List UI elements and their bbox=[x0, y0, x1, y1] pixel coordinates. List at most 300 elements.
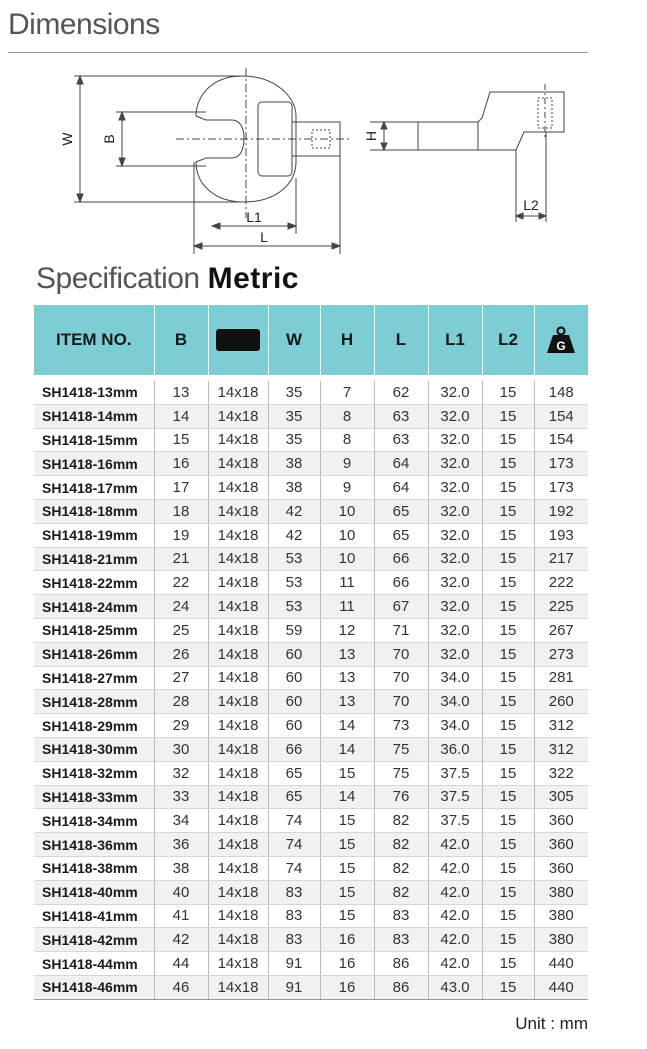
cell-l1: 32.0 bbox=[428, 618, 482, 642]
cell-h: 11 bbox=[320, 595, 374, 619]
cell-l2: 15 bbox=[482, 737, 534, 761]
cell-g: 148 bbox=[534, 378, 588, 404]
table-row bbox=[34, 737, 588, 761]
cell-h: 14 bbox=[320, 714, 374, 738]
table-row bbox=[34, 452, 588, 476]
weight-icon-letter: G bbox=[556, 339, 566, 353]
cell-item: SH1418-40mm bbox=[34, 880, 154, 904]
dimensions-title: Dimensions bbox=[8, 8, 160, 41]
cell-h: 14 bbox=[320, 737, 374, 761]
cell-g: 380 bbox=[534, 928, 588, 952]
cell-item: SH1418-21mm bbox=[34, 547, 154, 571]
cell-l2: 15 bbox=[482, 714, 534, 738]
cell-l2: 15 bbox=[482, 952, 534, 976]
cell-sq: 14x18 bbox=[208, 761, 268, 785]
cell-l1: 43.0 bbox=[428, 975, 482, 999]
cell-h: 16 bbox=[320, 928, 374, 952]
cell-b: 41 bbox=[154, 904, 208, 928]
cell-l2: 15 bbox=[482, 856, 534, 880]
specification-title bbox=[36, 262, 299, 296]
cell-sq: 14x18 bbox=[208, 499, 268, 523]
cell-b: 18 bbox=[154, 499, 208, 523]
cell-h: 16 bbox=[320, 975, 374, 999]
header-square-drive bbox=[208, 305, 268, 378]
cell-g: 281 bbox=[534, 666, 588, 690]
cell-l2: 15 bbox=[482, 690, 534, 714]
cell-item: SH1418-44mm bbox=[34, 952, 154, 976]
cell-h: 13 bbox=[320, 642, 374, 666]
cell-g: 312 bbox=[534, 714, 588, 738]
cell-g: 154 bbox=[534, 428, 588, 452]
cell-sq: 14x18 bbox=[208, 904, 268, 928]
cell-g: 193 bbox=[534, 523, 588, 547]
cell-item: SH1418-17mm bbox=[34, 476, 154, 500]
cell-l1: 42.0 bbox=[428, 952, 482, 976]
cell-l1: 32.0 bbox=[428, 428, 482, 452]
cell-g: 312 bbox=[534, 737, 588, 761]
cell-sq: 14x18 bbox=[208, 856, 268, 880]
specification-unit-system: Metric bbox=[207, 262, 299, 295]
cell-b: 17 bbox=[154, 476, 208, 500]
header-l2: L2 bbox=[482, 305, 534, 378]
cell-sq: 14x18 bbox=[208, 785, 268, 809]
cell-b: 30 bbox=[154, 737, 208, 761]
cell-l1: 32.0 bbox=[428, 595, 482, 619]
dim-label-w: W bbox=[59, 132, 75, 146]
cell-w: 74 bbox=[268, 809, 320, 833]
cell-w: 60 bbox=[268, 642, 320, 666]
cell-h: 11 bbox=[320, 571, 374, 595]
cell-sq: 14x18 bbox=[208, 523, 268, 547]
cell-l2: 15 bbox=[482, 476, 534, 500]
table-row bbox=[34, 666, 588, 690]
cell-g: 305 bbox=[534, 785, 588, 809]
header-l: L bbox=[374, 305, 428, 378]
cell-sq: 14x18 bbox=[208, 476, 268, 500]
cell-l2: 15 bbox=[482, 761, 534, 785]
cell-l2: 15 bbox=[482, 595, 534, 619]
cell-w: 53 bbox=[268, 547, 320, 571]
cell-b: 15 bbox=[154, 428, 208, 452]
cell-b: 19 bbox=[154, 523, 208, 547]
cell-item: SH1418-18mm bbox=[34, 499, 154, 523]
cell-b: 27 bbox=[154, 666, 208, 690]
cell-g: 322 bbox=[534, 761, 588, 785]
cell-l: 67 bbox=[374, 595, 428, 619]
cell-g: 222 bbox=[534, 571, 588, 595]
cell-l2: 15 bbox=[482, 642, 534, 666]
dim-label-l1: L1 bbox=[246, 209, 262, 225]
cell-sq: 14x18 bbox=[208, 833, 268, 857]
table-row bbox=[34, 642, 588, 666]
cell-l1: 32.0 bbox=[428, 452, 482, 476]
cell-w: 59 bbox=[268, 618, 320, 642]
cell-l2: 15 bbox=[482, 547, 534, 571]
header-weight bbox=[534, 305, 588, 378]
cell-l2: 15 bbox=[482, 975, 534, 999]
table-row bbox=[34, 785, 588, 809]
cell-g: 440 bbox=[534, 952, 588, 976]
cell-l: 71 bbox=[374, 618, 428, 642]
cell-h: 13 bbox=[320, 666, 374, 690]
cell-h: 15 bbox=[320, 904, 374, 928]
cell-w: 74 bbox=[268, 856, 320, 880]
cell-l2: 15 bbox=[482, 499, 534, 523]
cell-g: 360 bbox=[534, 809, 588, 833]
cell-w: 53 bbox=[268, 571, 320, 595]
unit-note: Unit : mm bbox=[515, 1014, 588, 1033]
cell-l1: 42.0 bbox=[428, 833, 482, 857]
cell-h: 7 bbox=[320, 378, 374, 404]
cell-l1: 32.0 bbox=[428, 499, 482, 523]
cell-b: 40 bbox=[154, 880, 208, 904]
cell-item: SH1418-32mm bbox=[34, 761, 154, 785]
cell-h: 15 bbox=[320, 809, 374, 833]
dim-arrow bbox=[288, 223, 296, 229]
header-h: H bbox=[320, 305, 374, 378]
cell-h: 9 bbox=[320, 452, 374, 476]
cell-sq: 14x18 bbox=[208, 737, 268, 761]
table-row bbox=[34, 714, 588, 738]
cell-g: 380 bbox=[534, 904, 588, 928]
cell-l: 83 bbox=[374, 904, 428, 928]
cell-b: 32 bbox=[154, 761, 208, 785]
cell-l2: 15 bbox=[482, 928, 534, 952]
cell-h: 8 bbox=[320, 404, 374, 428]
square-drive-icon bbox=[216, 329, 260, 351]
cell-sq: 14x18 bbox=[208, 642, 268, 666]
cell-h: 10 bbox=[320, 547, 374, 571]
cell-item: SH1418-15mm bbox=[34, 428, 154, 452]
cell-item: SH1418-42mm bbox=[34, 928, 154, 952]
table-body bbox=[34, 378, 588, 999]
cell-l2: 15 bbox=[482, 666, 534, 690]
cell-w: 35 bbox=[268, 404, 320, 428]
dim-label-l2: L2 bbox=[523, 197, 539, 213]
cell-l2: 15 bbox=[482, 452, 534, 476]
cell-item: SH1418-46mm bbox=[34, 975, 154, 999]
cell-w: 38 bbox=[268, 476, 320, 500]
weight-icon bbox=[546, 326, 576, 354]
cell-w: 83 bbox=[268, 928, 320, 952]
cell-l1: 42.0 bbox=[428, 928, 482, 952]
cell-b: 34 bbox=[154, 809, 208, 833]
cell-b: 22 bbox=[154, 571, 208, 595]
cell-item: SH1418-41mm bbox=[34, 904, 154, 928]
cell-b: 21 bbox=[154, 547, 208, 571]
cell-h: 15 bbox=[320, 880, 374, 904]
cell-l: 65 bbox=[374, 499, 428, 523]
cell-item: SH1418-36mm bbox=[34, 833, 154, 857]
cell-item: SH1418-38mm bbox=[34, 856, 154, 880]
table-row bbox=[34, 833, 588, 857]
cell-l: 75 bbox=[374, 761, 428, 785]
table-row bbox=[34, 952, 588, 976]
cell-h: 13 bbox=[320, 690, 374, 714]
cell-w: 42 bbox=[268, 499, 320, 523]
cell-sq: 14x18 bbox=[208, 690, 268, 714]
cell-l: 82 bbox=[374, 833, 428, 857]
cell-h: 10 bbox=[320, 523, 374, 547]
cell-w: 42 bbox=[268, 523, 320, 547]
cell-l: 82 bbox=[374, 809, 428, 833]
cell-l1: 32.0 bbox=[428, 642, 482, 666]
cell-sq: 14x18 bbox=[208, 880, 268, 904]
cell-h: 10 bbox=[320, 499, 374, 523]
cell-sq: 14x18 bbox=[208, 618, 268, 642]
cell-l2: 15 bbox=[482, 523, 534, 547]
header-b: B bbox=[154, 305, 208, 378]
cell-l: 62 bbox=[374, 378, 428, 404]
cell-l: 63 bbox=[374, 404, 428, 428]
dim-arrow bbox=[119, 158, 125, 166]
dim-arrow bbox=[332, 243, 340, 249]
cell-item: SH1418-19mm bbox=[34, 523, 154, 547]
cell-sq: 14x18 bbox=[208, 595, 268, 619]
header-item-no: ITEM NO. bbox=[34, 305, 154, 378]
table-row bbox=[34, 928, 588, 952]
cell-b: 25 bbox=[154, 618, 208, 642]
cell-l: 70 bbox=[374, 690, 428, 714]
dim-arrow bbox=[381, 143, 387, 150]
cell-b: 36 bbox=[154, 833, 208, 857]
dim-arrow bbox=[194, 243, 202, 249]
cell-sq: 14x18 bbox=[208, 404, 268, 428]
wrench-side-outline bbox=[418, 92, 564, 150]
cell-l2: 15 bbox=[482, 378, 534, 404]
cell-sq: 14x18 bbox=[208, 571, 268, 595]
table-row bbox=[34, 761, 588, 785]
dim-label-h: H bbox=[363, 130, 379, 142]
cell-sq: 14x18 bbox=[208, 714, 268, 738]
cell-l1: 32.0 bbox=[428, 378, 482, 404]
cell-b: 38 bbox=[154, 856, 208, 880]
cell-item: SH1418-13mm bbox=[34, 378, 154, 404]
cell-w: 83 bbox=[268, 904, 320, 928]
cell-sq: 14x18 bbox=[208, 547, 268, 571]
cell-l1: 34.0 bbox=[428, 690, 482, 714]
cell-l1: 32.0 bbox=[428, 547, 482, 571]
specification-label: Specification bbox=[36, 262, 200, 295]
cell-l1: 36.0 bbox=[428, 737, 482, 761]
cell-w: 66 bbox=[268, 737, 320, 761]
cell-w: 60 bbox=[268, 714, 320, 738]
table-row bbox=[34, 690, 588, 714]
dim-arrow bbox=[77, 76, 83, 84]
cell-g: 173 bbox=[534, 476, 588, 500]
cell-l1: 42.0 bbox=[428, 904, 482, 928]
cell-w: 83 bbox=[268, 880, 320, 904]
header-l1: L1 bbox=[428, 305, 482, 378]
dimension-drawing bbox=[0, 58, 647, 258]
cell-item: SH1418-28mm bbox=[34, 690, 154, 714]
cell-b: 16 bbox=[154, 452, 208, 476]
table-header-row bbox=[34, 305, 588, 378]
cell-l: 70 bbox=[374, 666, 428, 690]
cell-sq: 14x18 bbox=[208, 428, 268, 452]
cell-l1: 37.5 bbox=[428, 761, 482, 785]
cell-l1: 32.0 bbox=[428, 571, 482, 595]
cell-b: 28 bbox=[154, 690, 208, 714]
cell-b: 13 bbox=[154, 378, 208, 404]
table-row bbox=[34, 975, 588, 999]
cell-h: 15 bbox=[320, 761, 374, 785]
cell-l1: 37.5 bbox=[428, 785, 482, 809]
dim-arrow bbox=[212, 223, 220, 229]
cell-g: 192 bbox=[534, 499, 588, 523]
table-row bbox=[34, 880, 588, 904]
header-w: W bbox=[268, 305, 320, 378]
cell-item: SH1418-33mm bbox=[34, 785, 154, 809]
cell-l2: 15 bbox=[482, 880, 534, 904]
cell-l1: 34.0 bbox=[428, 714, 482, 738]
cell-l1: 37.5 bbox=[428, 809, 482, 833]
dim-arrow bbox=[381, 122, 387, 129]
dimensions-divider bbox=[8, 52, 588, 53]
cell-w: 60 bbox=[268, 666, 320, 690]
cell-l2: 15 bbox=[482, 904, 534, 928]
cell-l1: 42.0 bbox=[428, 880, 482, 904]
cell-w: 38 bbox=[268, 452, 320, 476]
table-row bbox=[34, 595, 588, 619]
cell-l: 75 bbox=[374, 737, 428, 761]
cell-l: 86 bbox=[374, 952, 428, 976]
cell-sq: 14x18 bbox=[208, 452, 268, 476]
cell-l: 64 bbox=[374, 476, 428, 500]
cell-g: 154 bbox=[534, 404, 588, 428]
cell-l: 73 bbox=[374, 714, 428, 738]
table-row bbox=[34, 404, 588, 428]
cell-h: 8 bbox=[320, 428, 374, 452]
table-row bbox=[34, 499, 588, 523]
cell-b: 42 bbox=[154, 928, 208, 952]
table-row bbox=[34, 809, 588, 833]
cell-h: 12 bbox=[320, 618, 374, 642]
cell-l: 76 bbox=[374, 785, 428, 809]
cell-l1: 32.0 bbox=[428, 404, 482, 428]
table-row bbox=[34, 476, 588, 500]
cell-sq: 14x18 bbox=[208, 378, 268, 404]
cell-item: SH1418-25mm bbox=[34, 618, 154, 642]
cell-l2: 15 bbox=[482, 571, 534, 595]
table-row bbox=[34, 618, 588, 642]
cell-b: 24 bbox=[154, 595, 208, 619]
cell-w: 60 bbox=[268, 690, 320, 714]
cell-l2: 15 bbox=[482, 404, 534, 428]
cell-w: 65 bbox=[268, 761, 320, 785]
cell-g: 380 bbox=[534, 880, 588, 904]
cell-h: 16 bbox=[320, 952, 374, 976]
cell-h: 9 bbox=[320, 476, 374, 500]
cell-g: 217 bbox=[534, 547, 588, 571]
cell-item: SH1418-26mm bbox=[34, 642, 154, 666]
cell-g: 273 bbox=[534, 642, 588, 666]
table-row bbox=[34, 428, 588, 452]
cell-item: SH1418-30mm bbox=[34, 737, 154, 761]
cell-l: 70 bbox=[374, 642, 428, 666]
cell-g: 360 bbox=[534, 856, 588, 880]
cell-w: 91 bbox=[268, 975, 320, 999]
cell-item: SH1418-24mm bbox=[34, 595, 154, 619]
cell-g: 267 bbox=[534, 618, 588, 642]
cell-item: SH1418-22mm bbox=[34, 571, 154, 595]
cell-w: 35 bbox=[268, 428, 320, 452]
dim-label-l: L bbox=[260, 229, 268, 245]
table-row bbox=[34, 856, 588, 880]
cell-l: 82 bbox=[374, 856, 428, 880]
cell-h: 14 bbox=[320, 785, 374, 809]
dim-arrow bbox=[119, 112, 125, 120]
cell-sq: 14x18 bbox=[208, 809, 268, 833]
cell-l: 65 bbox=[374, 523, 428, 547]
cell-l: 63 bbox=[374, 428, 428, 452]
cell-sq: 14x18 bbox=[208, 975, 268, 999]
dim-arrow bbox=[77, 194, 83, 202]
cell-b: 33 bbox=[154, 785, 208, 809]
cell-l: 64 bbox=[374, 452, 428, 476]
cell-b: 26 bbox=[154, 642, 208, 666]
cell-item: SH1418-14mm bbox=[34, 404, 154, 428]
cell-g: 260 bbox=[534, 690, 588, 714]
cell-w: 65 bbox=[268, 785, 320, 809]
cell-b: 29 bbox=[154, 714, 208, 738]
dim-arrow bbox=[516, 213, 523, 219]
table-row bbox=[34, 547, 588, 571]
cell-sq: 14x18 bbox=[208, 666, 268, 690]
cell-l1: 42.0 bbox=[428, 856, 482, 880]
table-row bbox=[34, 904, 588, 928]
cell-sq: 14x18 bbox=[208, 928, 268, 952]
cell-l2: 15 bbox=[482, 428, 534, 452]
cell-b: 14 bbox=[154, 404, 208, 428]
table-row bbox=[34, 378, 588, 404]
cell-item: SH1418-29mm bbox=[34, 714, 154, 738]
cell-h: 15 bbox=[320, 856, 374, 880]
cell-w: 91 bbox=[268, 952, 320, 976]
cell-l1: 34.0 bbox=[428, 666, 482, 690]
cell-l2: 15 bbox=[482, 809, 534, 833]
cell-item: SH1418-16mm bbox=[34, 452, 154, 476]
specification-table bbox=[34, 305, 588, 1000]
cell-g: 225 bbox=[534, 595, 588, 619]
cell-item: SH1418-34mm bbox=[34, 809, 154, 833]
table-row bbox=[34, 571, 588, 595]
cell-l2: 15 bbox=[482, 618, 534, 642]
cell-w: 53 bbox=[268, 595, 320, 619]
cell-w: 74 bbox=[268, 833, 320, 857]
dim-arrow bbox=[539, 213, 546, 219]
dim-label-b: B bbox=[101, 134, 117, 144]
cell-w: 35 bbox=[268, 378, 320, 404]
cell-l1: 32.0 bbox=[428, 523, 482, 547]
cell-g: 173 bbox=[534, 452, 588, 476]
cell-b: 46 bbox=[154, 975, 208, 999]
cell-l2: 15 bbox=[482, 833, 534, 857]
cell-h: 15 bbox=[320, 833, 374, 857]
cell-g: 360 bbox=[534, 833, 588, 857]
cell-l: 66 bbox=[374, 571, 428, 595]
cell-sq: 14x18 bbox=[208, 952, 268, 976]
cell-l: 66 bbox=[374, 547, 428, 571]
cell-l: 82 bbox=[374, 880, 428, 904]
cell-item: SH1418-27mm bbox=[34, 666, 154, 690]
cell-l1: 32.0 bbox=[428, 476, 482, 500]
cell-l2: 15 bbox=[482, 785, 534, 809]
cell-l: 86 bbox=[374, 975, 428, 999]
cell-l: 83 bbox=[374, 928, 428, 952]
table-row bbox=[34, 523, 588, 547]
cell-b: 44 bbox=[154, 952, 208, 976]
